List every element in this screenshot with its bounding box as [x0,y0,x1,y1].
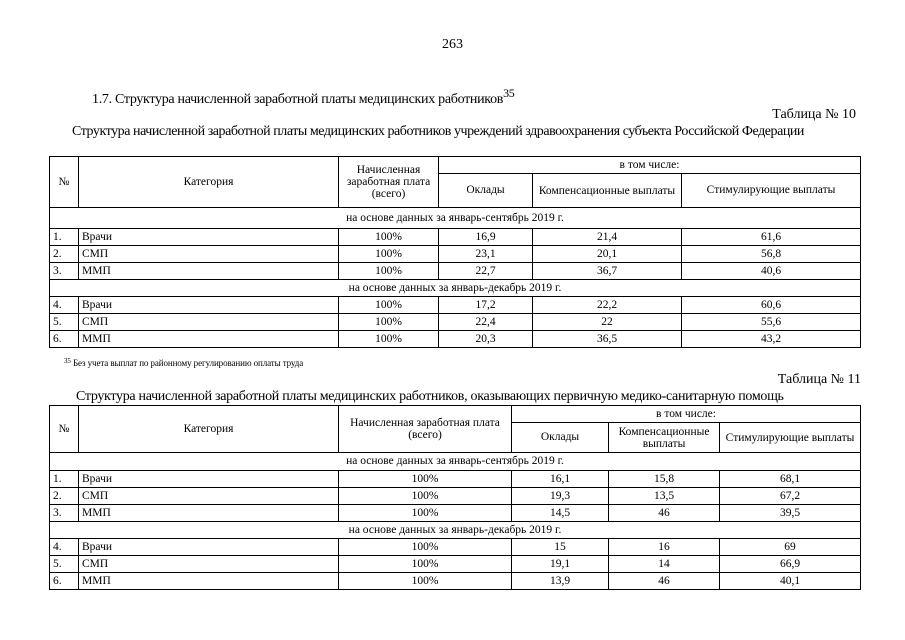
row-salaries: 13,9 [512,573,609,590]
page-number: 263 [442,37,463,52]
row-category: СМП [79,488,339,505]
table-11-label: Таблица № 11 [777,372,861,387]
row-total: 100% [339,505,512,522]
row-compensation: 22 [533,314,682,331]
row-category: ММП [79,573,339,590]
row-incentive: 61,6 [682,229,861,246]
header-total: Начисленная заработная плата (всего) [339,406,512,453]
row-category: ММП [79,505,339,522]
row-compensation: 20,1 [533,246,682,263]
row-incentive: 60,6 [682,297,861,314]
row-incentive: 68,1 [720,471,861,488]
row-incentive: 69 [720,539,861,556]
footnote-reference: 35 [503,86,515,100]
row-incentive: 67,2 [720,488,861,505]
row-total: 100% [339,488,512,505]
table-11 [49,405,861,590]
row-compensation: 46 [609,505,720,522]
header-total: Начисленная заработная плата (всего) [339,157,439,208]
group-label: на основе данных за январь-сентябрь 2019 г. [50,453,861,471]
header-compensation: Компенсационные выплаты [609,423,720,453]
row-total: 100% [339,573,512,590]
footnote [64,357,303,368]
row-salaries: 19,1 [512,556,609,573]
row-num: 4. [50,297,79,314]
row-compensation: 16 [609,539,720,556]
row-incentive: 66,9 [720,556,861,573]
row-salaries: 23,1 [439,246,533,263]
row-category: Врачи [79,539,339,556]
row-total: 100% [339,246,439,263]
section-heading [92,86,515,108]
row-category: Врачи [79,229,339,246]
row-category: ММП [79,263,339,280]
row-num: 2. [50,488,79,505]
section-heading-text: 1.7. Структура начисленной заработной платы медицинских работников [92,92,504,107]
row-salaries: 22,4 [439,314,533,331]
row-total: 100% [339,297,439,314]
row-category: СМП [79,314,339,331]
row-num: 4. [50,539,79,556]
row-num: 5. [50,314,79,331]
row-salaries: 14,5 [512,505,609,522]
row-category: СМП [79,246,339,263]
header-category: Категория [79,406,339,453]
row-salaries: 19,3 [512,488,609,505]
header-num: № [50,157,79,208]
table-10 [49,156,861,348]
row-num: 2. [50,246,79,263]
header-num: № [50,406,79,453]
row-salaries: 15 [512,539,609,556]
row-total: 100% [339,539,512,556]
row-salaries: 16,9 [439,229,533,246]
row-compensation: 36,5 [533,331,682,348]
header-incentive: Стимулирующие выплаты [720,423,861,453]
row-incentive: 56,8 [682,246,861,263]
row-category: Врачи [79,297,339,314]
row-total: 100% [339,471,512,488]
row-num: 1. [50,229,79,246]
row-total: 100% [339,556,512,573]
table-10-title: Структура начисленной заработной платы медицинских работников учреждений здравоохранения субъекта Российской Федерации [72,124,804,139]
row-compensation: 13,5 [609,488,720,505]
header-compensation: Компенсационные выплаты [533,174,682,208]
row-compensation: 36,7 [533,263,682,280]
header-including: в том числе: [512,406,861,423]
header-incentive: Стимулирующие выплаты [682,174,861,208]
group-label: на основе данных за январь-декабрь 2019 г. [50,280,861,297]
row-compensation: 15,8 [609,471,720,488]
table-10-label: Таблица № 10 [772,107,856,122]
row-salaries: 20,3 [439,331,533,348]
row-category: ММП [79,331,339,348]
table-11-title: Структура начисленной заработной платы медицинских работников, оказывающих первичную медико-санитарную помощь [76,389,784,404]
header-including: в том числе: [439,157,861,174]
group-label: на основе данных за январь-декабрь 2019 г. [50,522,861,539]
row-compensation: 14 [609,556,720,573]
row-num: 1. [50,471,79,488]
row-incentive: 39,5 [720,505,861,522]
row-num: 6. [50,331,79,348]
footnote-text: Без учета выплат по районному регулированию оплаты труда [70,358,304,368]
row-total: 100% [339,263,439,280]
header-category: Категория [79,157,339,208]
row-incentive: 40,1 [720,573,861,590]
group-label: на основе данных за январь-сентябрь 2019 г. [50,208,861,229]
row-incentive: 55,6 [682,314,861,331]
row-total: 100% [339,229,439,246]
row-category: Врачи [79,471,339,488]
row-num: 3. [50,263,79,280]
header-salaries: Оклады [439,174,533,208]
row-salaries: 16,1 [512,471,609,488]
row-total: 100% [339,314,439,331]
footnote-marker: 35 [64,357,71,365]
row-incentive: 40,6 [682,263,861,280]
row-salaries: 17,2 [439,297,533,314]
row-compensation: 21,4 [533,229,682,246]
row-num: 5. [50,556,79,573]
row-num: 3. [50,505,79,522]
row-compensation: 46 [609,573,720,590]
row-total: 100% [339,331,439,348]
row-num: 6. [50,573,79,590]
row-category: СМП [79,556,339,573]
row-incentive: 43,2 [682,331,861,348]
row-compensation: 22,2 [533,297,682,314]
row-salaries: 22,7 [439,263,533,280]
header-salaries: Оклады [512,423,609,453]
